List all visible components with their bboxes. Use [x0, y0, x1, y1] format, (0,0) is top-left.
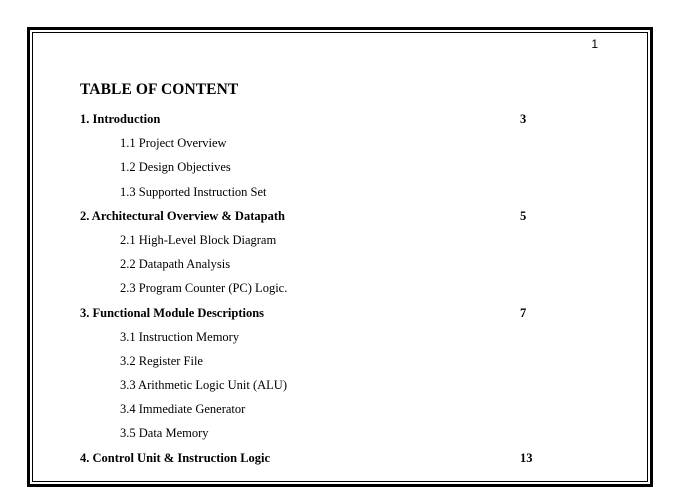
toc-entry-introduction[interactable] [80, 111, 550, 135]
toc-entry-label: 3.4 Immediate Generator [120, 402, 246, 417]
toc-list [80, 111, 550, 474]
toc-entry-alu[interactable] [80, 377, 550, 401]
toc-entry-label: 3. Functional Module Descriptions [80, 305, 265, 320]
toc-entry-page: 13 [520, 450, 533, 465]
toc-entry-pc-logic[interactable] [80, 280, 550, 304]
toc-entry-register-file[interactable] [80, 353, 550, 377]
toc-entry-page: 5 [520, 208, 527, 223]
toc-entry-block-diagram[interactable] [80, 232, 550, 256]
toc-entry-label: 3.1 Instruction Memory [120, 329, 240, 344]
toc-entry-label: 3.2 Register File [120, 353, 203, 368]
toc-entry-functional-modules[interactable] [80, 305, 550, 329]
toc-entry-page: 3 [520, 112, 527, 126]
toc-entry-label: 2.1 High-Level Block Diagram [120, 232, 277, 247]
toc-entry-data-memory[interactable] [80, 425, 550, 449]
toc-entry-supported-instruction-set[interactable] [80, 184, 550, 208]
toc-entry-label: 2. Architectural Overview & Datapath [80, 208, 285, 223]
toc-entry-architectural-overview[interactable] [80, 208, 550, 232]
toc-entry-label: 4. Control Unit & Instruction Logic [80, 450, 271, 465]
toc-entry-control-unit[interactable] [80, 450, 550, 474]
toc-entry-label: 2.2 Datapath Analysis [120, 257, 231, 272]
toc-entry-label: 1.2 Design Objectives [120, 160, 231, 175]
toc-entry-label: 2.3 Program Counter (PC) Logic. [120, 281, 288, 296]
toc-entry-label: 1. Introduction [80, 112, 161, 126]
toc-entry-label: 3.5 Data Memory [120, 426, 209, 441]
toc-heading: TABLE OF CONTENT [80, 81, 239, 98]
toc-entry-datapath-analysis[interactable] [80, 256, 550, 280]
toc-entry-label: 1.3 Supported Instruction Set [120, 184, 267, 199]
page-number: 1 [591, 37, 598, 51]
toc-entry-project-overview[interactable] [80, 135, 550, 159]
toc-entry-design-objectives[interactable] [80, 159, 550, 183]
toc-entry-label: 3.3 Arithmetic Logic Unit (ALU) [120, 378, 287, 393]
document-page [27, 27, 653, 487]
toc-entry-page: 7 [520, 305, 527, 320]
toc-entry-immediate-generator[interactable] [80, 401, 550, 425]
toc-entry-instruction-memory[interactable] [80, 329, 550, 353]
toc-entry-label: 1.1 Project Overview [120, 136, 227, 151]
